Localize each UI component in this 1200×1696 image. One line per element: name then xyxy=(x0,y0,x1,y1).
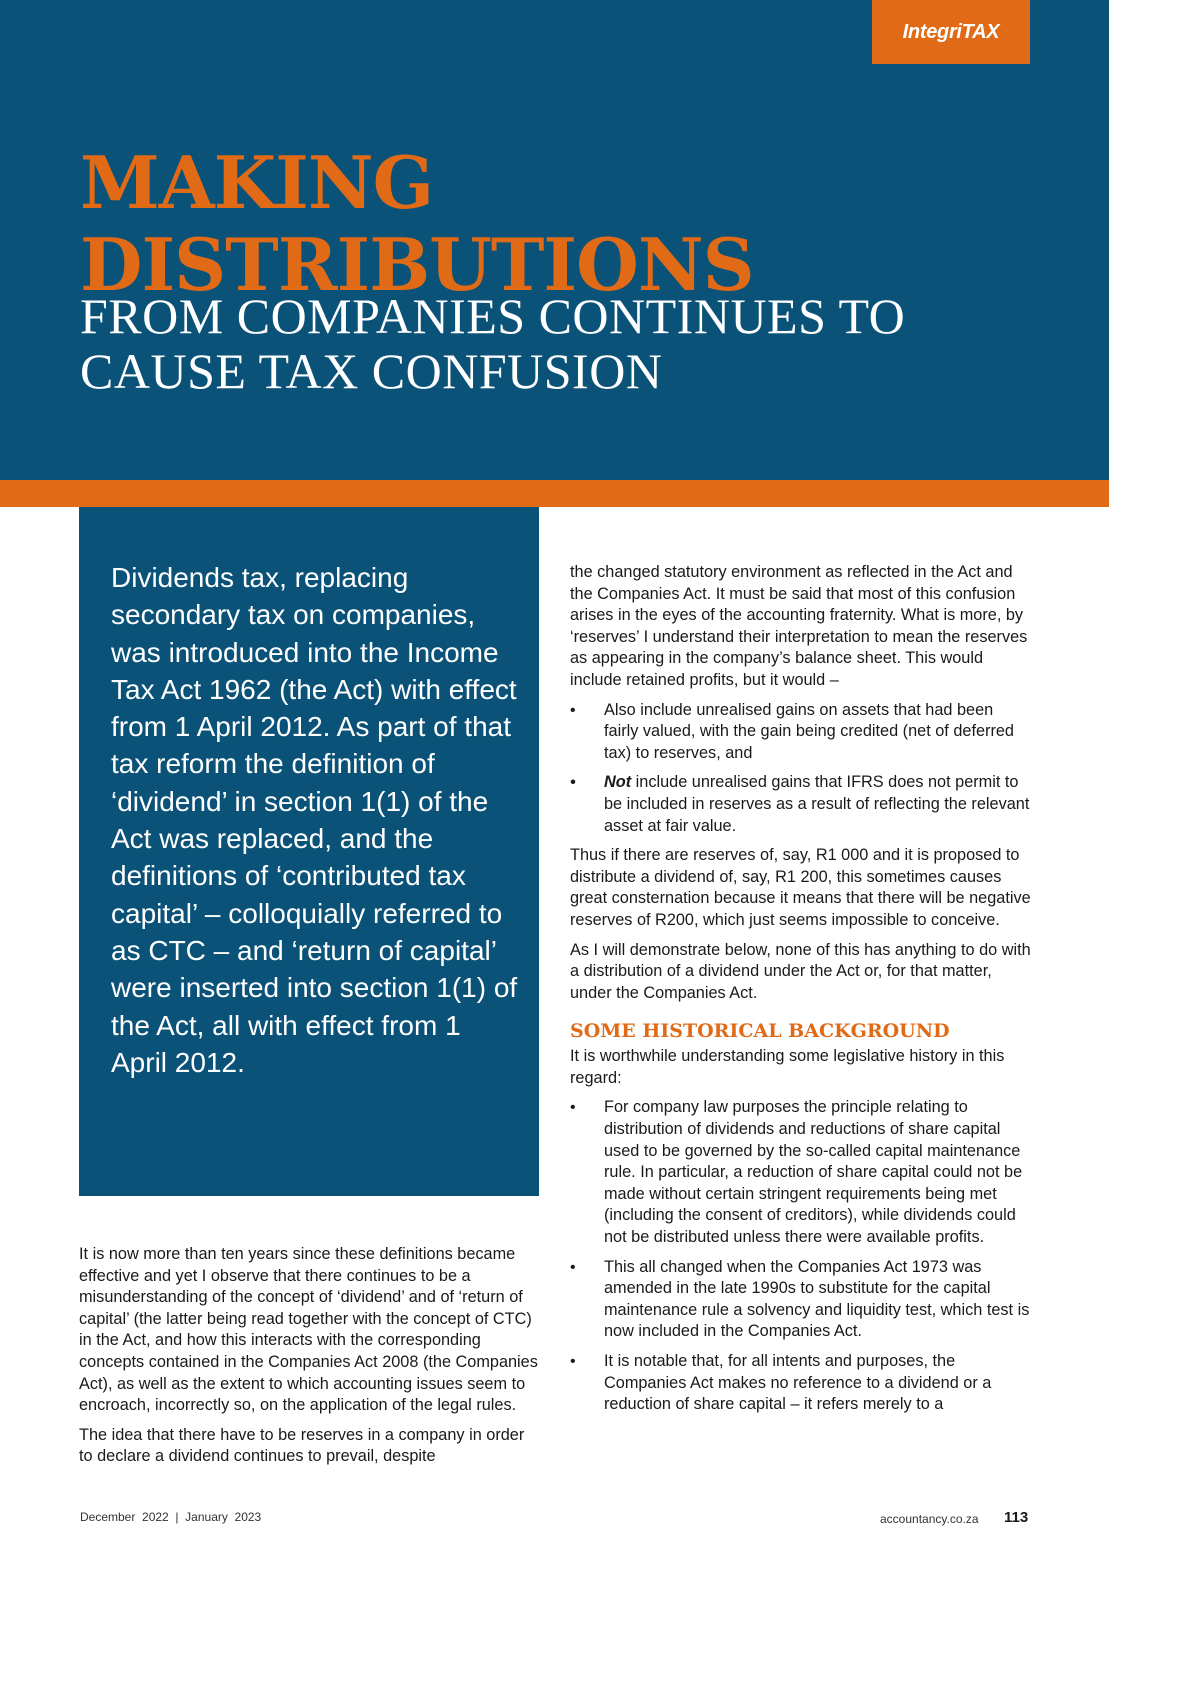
bullet-icon: • xyxy=(570,701,576,719)
list-item-text: include unrealised gains that IFRS does not permit to be included in reserves as a result of reflecting the relevant asset at fair value. xyxy=(604,773,1030,835)
section-heading: SOME HISTORICAL BACKGROUND xyxy=(570,1020,950,1043)
article-subtitle xyxy=(80,289,905,399)
brand-logo-text: IntegriTAX xyxy=(902,20,1000,43)
left-column xyxy=(79,1244,541,1476)
body-paragraph: the changed statutory environment as reflected in the Act and the Companies Act. It must be said that most of this confusion arises in the eyes of the accounting fraternity. What is more, by ‘reserves’ I understand their interpretation to mean the reserves as appearing in the company’s balance sheet. This would include retained profits, but it would – xyxy=(570,563,1028,689)
list-item xyxy=(570,772,1032,837)
footer-site-link[interactable]: accountancy.co.za xyxy=(880,1512,979,1526)
body-paragraph: Thus if there are reserves of, say, R1 000 and it is proposed to distribute a dividend of, say, R1 200, this sometimes causes great consternation because it means that there will be negative reserves of R200, which just seems impossible to conceive. xyxy=(570,846,1031,929)
bullet-icon: • xyxy=(570,1353,576,1370)
article-title xyxy=(80,142,754,306)
list-item xyxy=(570,1257,1032,1343)
article-title-line: DISTRIBUTIONS xyxy=(80,222,754,307)
list-item xyxy=(570,700,1032,765)
body-paragraph: It is worthwhile understanding some legislative history in this regard: xyxy=(570,1047,1005,1087)
list-item-text: It is notable that, for all intents and purposes, the Companies Act makes no reference to a dividend or a reduction of share capital – it refers merely to a xyxy=(604,1352,992,1414)
body-paragraph: The idea that there have to be reserves in a company in order to declare a dividend continues to prevail, despite xyxy=(79,1425,525,1466)
list-item-emphasis: Not xyxy=(604,773,632,792)
bullet-icon: • xyxy=(570,774,576,792)
footer-issue-date: December 2022 | January 2023 xyxy=(80,1510,262,1524)
body-paragraph: It is now more than ten years since these definitions became effective and yet I observe that there continues to be a misunderstanding of the concept of ‘dividend’ and of ‘return of capital’ (the latter being read together with the concept of CTC) in the Act, and how this interacts with the corresponding concepts contained in the Companies Act 2008 (the Companies Act), as well as the extent to which accounting issues seem to encroach, incorrectly so, on the application of the legal rules. xyxy=(79,1245,538,1415)
list-item-text: For company law purposes the principle relating to distribution of dividends and reductions of share capital used to be governed by the so-called capital maintenance rule. In particular, a reduction of share capital could not be made without certain stringent requirements being met (including the consent of creditors), while dividends could not be distributed unless there were available profits. xyxy=(604,1098,1023,1247)
right-column xyxy=(570,562,1032,1424)
bullet-icon: • xyxy=(570,1258,576,1276)
list-item xyxy=(570,1097,1032,1248)
list-item-text: This all changed when the Companies Act 1973 was amended in the late 1990s to substitute for the capital maintenance rule a solvency and liquidity test, which test is now included in the Companies Act. xyxy=(604,1257,1030,1341)
pull-quote-box xyxy=(79,507,539,1196)
bullet-icon: • xyxy=(570,1099,576,1117)
orange-divider-band xyxy=(0,480,1109,507)
list-item xyxy=(570,1351,1032,1416)
brand-logo-tab xyxy=(872,0,1030,64)
bullet-list xyxy=(570,1097,1032,1415)
body-paragraph: As I will demonstrate below, none of this has anything to do with a distribution of a dividend under the Act or, for that matter, under the Companies Act. xyxy=(570,940,1031,1002)
page-number: 113 xyxy=(1004,1509,1029,1526)
article-subtitle-line: CAUSE TAX CONFUSION xyxy=(80,343,663,399)
list-item-text: Also include unrealised gains on assets that had been fairly valued, with the gain being credited (net of deferred tax) to reserves, and xyxy=(604,700,1014,762)
pull-quote-text: Dividends tax, replacing secondary tax on companies, was introduced into the Income Tax Act 1962 (the Act) with effect from 1 April 2012. As part of that tax reform the definition of ‘dividend’ in section 1(1) of the Act was replaced, and the definitions of ‘contributed tax capital’ – colloquially referred to as CTC – and ‘return of capital’ were inserted into section 1(1) of the Act, all with effect from 1 April 2012. xyxy=(111,562,518,1078)
article-subtitle-line: FROM COMPANIES CONTINUES TO xyxy=(80,288,906,344)
bullet-list xyxy=(570,700,1032,838)
article-title-line: MAKING xyxy=(80,140,434,225)
